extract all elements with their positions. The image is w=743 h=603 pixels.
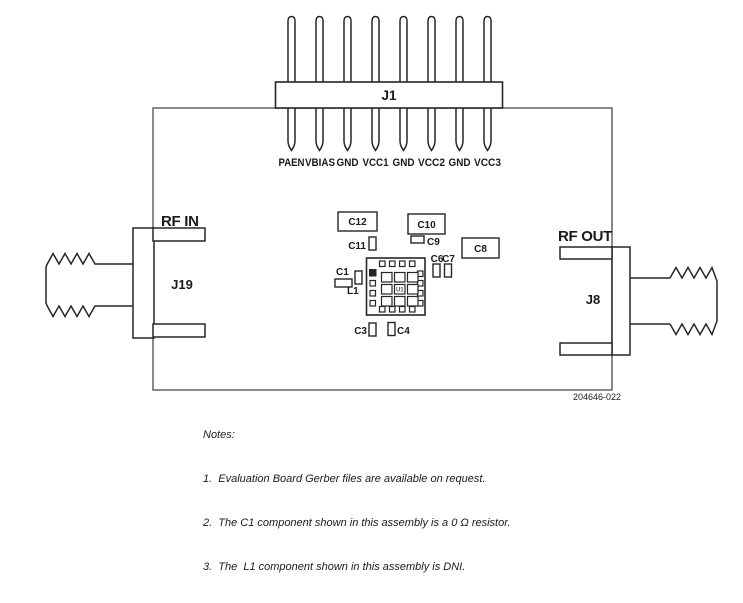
ic-pad — [380, 261, 386, 267]
j8-flange-top — [560, 247, 612, 259]
j1-pin-bottom — [344, 106, 351, 151]
ic-pad — [390, 261, 396, 267]
j19-body — [133, 228, 154, 338]
j8-flange-bottom — [560, 343, 612, 355]
j8-body — [612, 247, 630, 355]
ic-pad — [400, 261, 406, 267]
j1-pin-bottom — [288, 106, 295, 151]
cap-c11 — [369, 237, 376, 250]
cap-c7 — [445, 264, 452, 277]
cap-c8-label: C8 — [474, 244, 487, 255]
j1-pin-bottom — [372, 106, 379, 151]
j1-pin-label-vcc2: VCC2 — [418, 157, 445, 169]
j8-label: J8 — [585, 292, 601, 307]
rf-in-label: RF IN — [161, 213, 199, 230]
cap-c3-label: C3 — [354, 326, 367, 337]
j1-pin-bottom — [428, 106, 435, 151]
j1-pin-top — [484, 17, 491, 91]
ic-pad — [410, 261, 416, 267]
rf-out-label: RF OUT — [558, 228, 613, 245]
resistor-c1 — [355, 271, 362, 284]
cap-c3 — [369, 323, 376, 336]
j19-flange-bottom — [153, 324, 205, 337]
j1-pin-top — [344, 17, 351, 91]
cap-c9-label: C9 — [427, 237, 440, 248]
cap-c10-label: C10 — [417, 220, 436, 231]
j1-pin-label-gnd3: GND — [448, 157, 471, 169]
note-item-3: 3. The L1 component shown in this assembly is DNI. — [203, 560, 466, 573]
notes-title: Notes: — [203, 429, 235, 442]
j1-pin-label-gnd2: GND — [392, 157, 415, 169]
inductor-l1-label: L1 — [347, 286, 359, 297]
board-outline — [153, 108, 612, 390]
cap-c12-label: C12 — [348, 217, 367, 228]
j1-pin-bottom — [400, 106, 407, 151]
j1-pin-top — [288, 17, 295, 91]
ic-pin1-marker — [370, 270, 377, 277]
cap-c11-label: C11 — [348, 241, 366, 252]
note-item-1: 1. Evaluation Board Gerber files are available on request. — [203, 472, 486, 485]
j1-pin-label-vcc3: VCC3 — [474, 157, 501, 169]
resistor-c1-label: C1 — [336, 267, 349, 278]
ic-pad — [370, 301, 376, 307]
j1-pin-top — [400, 17, 407, 91]
ic-pad — [370, 291, 376, 297]
j1-pin-top — [456, 17, 463, 91]
drawing-part-number: 204646-022 — [572, 392, 622, 402]
ic-pad — [370, 281, 376, 287]
j1-pin-bottom — [316, 106, 323, 151]
j1-pin-label-vbias: VBIAS — [305, 157, 335, 169]
note-item-2: 2. The C1 component shown in this assembly is a 0 Ω resistor. — [203, 516, 511, 529]
j1-pin-bottom — [456, 106, 463, 151]
cap-c6 — [433, 264, 440, 277]
ic-pad — [410, 307, 416, 313]
j19-label: J19 — [171, 277, 193, 292]
j1-pin-label-gnd1: GND — [336, 157, 359, 169]
notes-block — [203, 399, 511, 603]
cap-c4-label: C4 — [397, 326, 410, 337]
ic-pad — [400, 307, 406, 313]
ic-u1 — [367, 258, 426, 315]
j1-pin-label-vcc1: VCC1 — [362, 157, 389, 169]
coax-thread-shape — [46, 254, 133, 317]
j1-label: J1 — [381, 88, 397, 103]
j1-pin-label-paen: PAEN — [278, 157, 305, 169]
coax-thread-shape — [670, 268, 717, 335]
j1-pin-top — [372, 17, 379, 91]
j8-pin-lines — [630, 278, 670, 324]
ic-pad — [390, 307, 396, 313]
j1-pin-bottom — [484, 106, 491, 151]
ic-u1-label: U1 — [395, 287, 404, 294]
cap-c6-label: C6 — [430, 254, 444, 265]
cap-c4 — [388, 323, 395, 336]
j1-pin-top — [428, 17, 435, 91]
cap-c7-label: C7 — [442, 254, 455, 265]
j1-pin-top — [316, 17, 323, 91]
cap-c9 — [411, 236, 424, 243]
ic-pad — [380, 307, 386, 313]
